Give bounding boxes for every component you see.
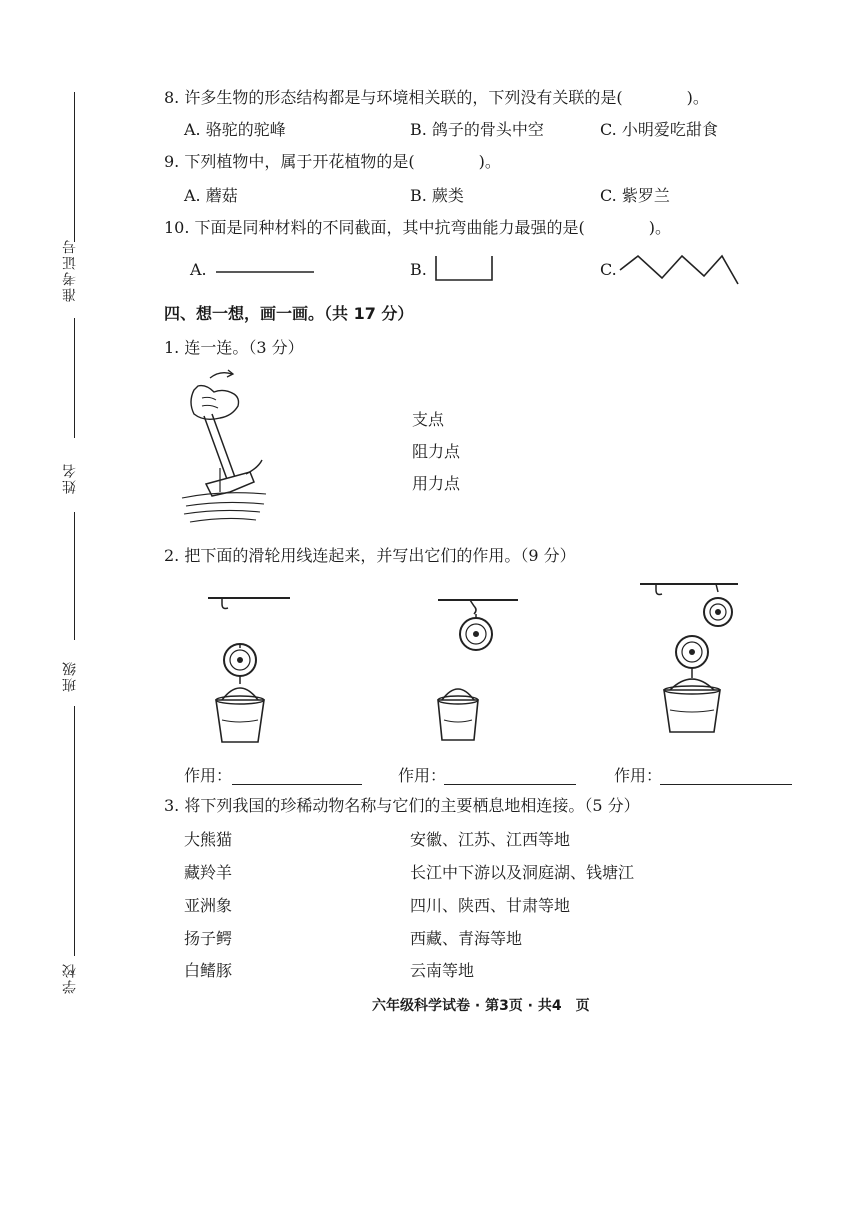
q8-option-b: B. 鸽子的骨头中空 [410,120,544,139]
function-label-1: 作用： [184,766,233,785]
s4q3-stem: 3. 将下列我国的珍稀动物名称与它们的主要栖息地相连接。（5 分） [164,796,640,815]
s4q2-stem: 2. 把下面的滑轮用线连起来，并写出它们的作用。（9 分） [164,546,576,565]
section-4-title: 四、想一想，画一画。（共 17 分） [164,304,414,323]
lever-term-resistance-point: 阻力点 [412,442,461,461]
hammer-lever-illustration [180,368,270,530]
margin-line [74,512,75,640]
margin-line [74,706,75,956]
flat-section-shape [214,266,318,276]
habitat-item: 长江中下游以及洞庭湖、钱塘江 [410,863,635,882]
lever-term-fulcrum: 支点 [412,410,445,429]
lever-term-effort-point: 用力点 [412,474,461,493]
function-answer-line-3[interactable] [660,784,792,785]
pulley-figure-1 [200,584,300,748]
animal-item: 藏羚羊 [184,863,233,882]
q8-option-c: C. 小明爱吃甜食 [600,120,718,139]
q9-option-c: C. 紫罗兰 [600,186,670,205]
function-answer-line-1[interactable] [232,784,362,785]
q10-option-b: B. [410,260,427,279]
margin-label-exam-no: 准考证号 [62,238,78,302]
q9-option-a: A. 蘑菇 [184,186,238,205]
animal-item: 亚洲象 [184,896,233,915]
habitat-item: 云南等地 [410,961,475,980]
function-answer-line-2[interactable] [444,784,576,785]
pulley-figure-3 [636,574,746,738]
s4q1-stem: 1. 连一连。（3 分） [164,338,304,357]
habitat-item: 四川、陕西、甘肃等地 [410,896,571,915]
animal-item: 白鳍豚 [184,961,233,980]
margin-label-class: 班级 [62,660,78,692]
function-label-2: 作用： [398,766,447,785]
margin-label-school: 学校 [62,962,78,994]
margin-line [74,92,75,242]
margin-label-name: 姓名 [62,462,78,494]
pulley-figure-2 [430,584,530,748]
function-label-3: 作用： [614,766,663,785]
q10-stem: 10. 下面是同种材料的不同截面，其中抗弯曲能力最强的是( )。 [164,218,672,237]
q8-option-a: A. 骆驼的驼峰 [184,120,286,139]
q10-option-a: A. [190,260,207,279]
channel-section-shape [432,254,496,284]
page-footer: 六年级科学试卷 · 第3页 · 共4 页 [372,998,590,1014]
zigzag-section-shape [618,246,740,288]
q9-option-b: B. 蕨类 [410,186,464,205]
animal-item: 大熊猫 [184,830,233,849]
animal-item: 扬子鳄 [184,929,233,948]
habitat-item: 西藏、青海等地 [410,929,523,948]
margin-line [74,318,75,438]
q9-stem: 9. 下列植物中，属于开花植物的是( )。 [164,152,501,171]
q8-stem: 8. 许多生物的形态结构都是与环境相关联的，下列没有关联的是( )。 [164,88,709,107]
q10-option-c: C. [600,260,617,279]
habitat-item: 安徽、江苏、江西等地 [410,830,571,849]
